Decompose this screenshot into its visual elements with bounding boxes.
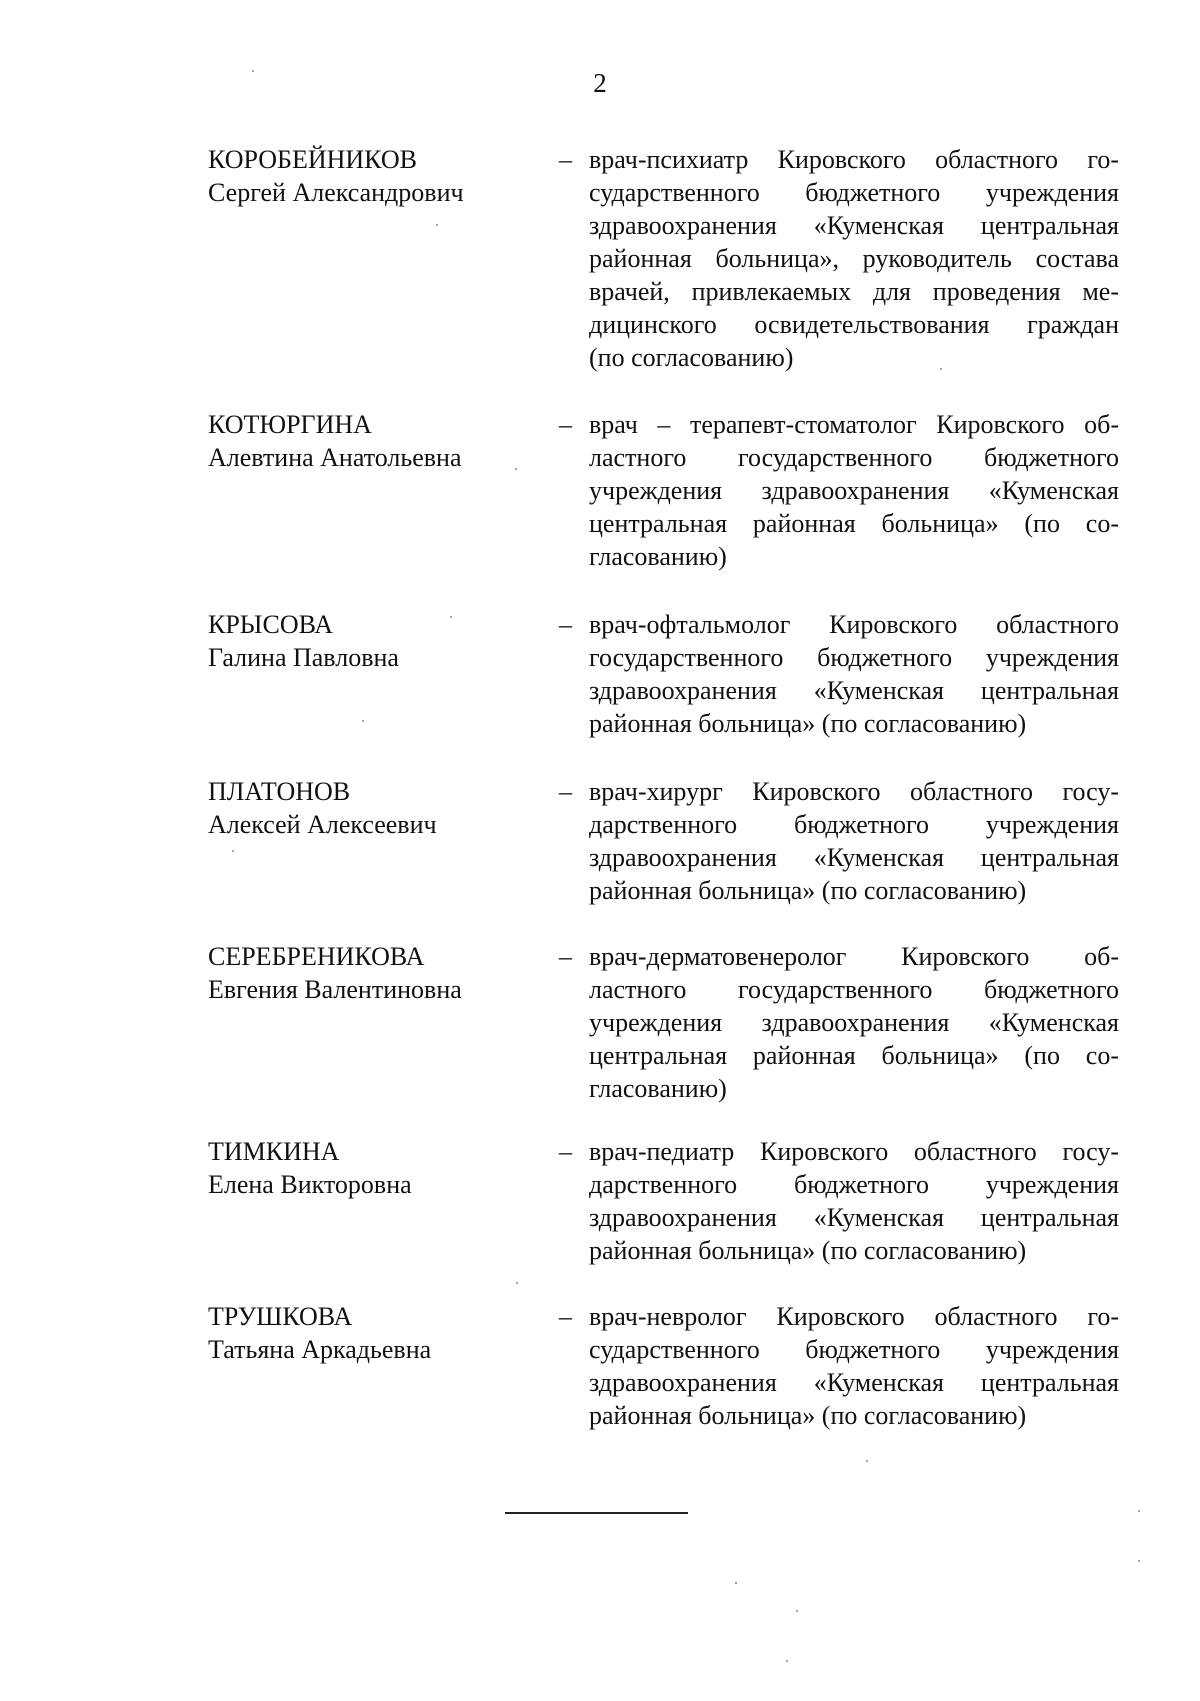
description-line: врачей, привлекаемых для проведения ме- bbox=[589, 277, 1119, 306]
list-dash: – bbox=[559, 610, 572, 639]
description-line: врач-педиатр Кировского областного госу- bbox=[589, 1137, 1119, 1166]
member-position-description bbox=[589, 1300, 1119, 1432]
list-dash: – bbox=[559, 1137, 572, 1166]
scan-speck bbox=[866, 1460, 868, 1462]
scan-speck bbox=[436, 224, 438, 226]
scan-speck bbox=[940, 368, 942, 370]
member-name bbox=[208, 408, 538, 474]
member-given-names: Галина Павловна bbox=[208, 643, 399, 672]
member-position-description bbox=[589, 940, 1119, 1105]
member-surname: КРЫСОВА bbox=[208, 610, 334, 639]
description-line: сударственного бюджетного учреждения bbox=[589, 178, 1119, 207]
description-line: дарственного бюджетного учреждения bbox=[589, 1170, 1119, 1199]
description-line: дарственного бюджетного учреждения bbox=[589, 810, 1119, 839]
scan-speck bbox=[735, 1582, 737, 1584]
description-line: районная больница» (по согласованию) bbox=[589, 709, 1027, 738]
description-line: государственного бюджетного учреждения bbox=[589, 643, 1119, 672]
scan-speck bbox=[786, 1660, 788, 1662]
description-line: сударственного бюджетного учреждения bbox=[589, 1335, 1119, 1364]
member-name bbox=[208, 608, 538, 674]
description-line: здравоохранения «Куменская центральная bbox=[589, 1203, 1119, 1232]
description-line: врач-невролог Кировского областного го- bbox=[589, 1302, 1119, 1331]
member-name bbox=[208, 1300, 538, 1366]
member-name bbox=[208, 1135, 538, 1201]
description-line: центральная районная больница» (по со- bbox=[589, 509, 1119, 538]
description-line: районная больница» (по согласованию) bbox=[589, 1401, 1027, 1430]
description-line: врач-дерматовенеролог Кировского об- bbox=[589, 942, 1119, 971]
member-position-description bbox=[589, 1135, 1119, 1267]
description-line: ластного государственного бюджетного bbox=[589, 443, 1119, 472]
scan-speck bbox=[362, 720, 364, 722]
member-position-description bbox=[589, 608, 1119, 740]
member-position-description bbox=[589, 775, 1119, 907]
list-dash: – bbox=[559, 1302, 572, 1331]
list-dash: – bbox=[559, 410, 572, 439]
member-given-names: Алевтина Анатольевна bbox=[208, 443, 462, 472]
description-line: врач-хирург Кировского областного госу- bbox=[589, 777, 1119, 806]
member-surname: ТРУШКОВА bbox=[208, 1302, 353, 1331]
description-line: врач-психиатр Кировского областного го- bbox=[589, 145, 1119, 174]
member-name bbox=[208, 775, 538, 841]
member-surname: КОТЮРГИНА bbox=[208, 410, 372, 439]
member-surname: СЕРЕБРЕНИКОВА bbox=[208, 942, 425, 971]
member-given-names: Сергей Александрович bbox=[208, 178, 464, 207]
description-line: (по согласованию) bbox=[589, 343, 794, 372]
scan-speck bbox=[232, 850, 234, 852]
scan-speck bbox=[252, 70, 254, 72]
member-surname: КОРОБЕЙНИКОВ bbox=[208, 145, 417, 174]
description-line: здравоохранения «Куменская центральная bbox=[589, 676, 1119, 705]
member-surname: ПЛАТОНОВ bbox=[208, 777, 351, 806]
description-line: центральная районная больница» (по со- bbox=[589, 1041, 1119, 1070]
scan-speck bbox=[796, 1610, 798, 1612]
member-given-names: Татьяна Аркадьевна bbox=[208, 1335, 432, 1364]
description-line: врач-офтальмолог Кировского областного bbox=[589, 610, 1119, 639]
scan-speck bbox=[1138, 1560, 1140, 1562]
description-line: здравоохранения «Куменская центральная bbox=[589, 1368, 1119, 1397]
description-line: районная больница», руководитель состава bbox=[589, 244, 1119, 273]
member-surname: ТИМКИНА bbox=[208, 1137, 340, 1166]
description-line: врач – терапевт-стоматолог Кировского об- bbox=[589, 410, 1119, 439]
member-name bbox=[208, 143, 538, 209]
scan-speck bbox=[515, 468, 517, 470]
description-line: дицинского освидетельствования граждан bbox=[589, 310, 1119, 339]
member-position-description bbox=[589, 408, 1119, 573]
page-number: 2 bbox=[593, 68, 607, 98]
end-separator-line bbox=[505, 1512, 688, 1514]
list-dash: – bbox=[559, 777, 572, 806]
member-name bbox=[208, 940, 538, 1006]
description-line: здравоохранения «Куменская центральная bbox=[589, 843, 1119, 872]
member-position-description bbox=[589, 143, 1119, 374]
scan-speck bbox=[1138, 1510, 1140, 1512]
description-line: районная больница» (по согласованию) bbox=[589, 1236, 1027, 1265]
description-line: районная больница» (по согласованию) bbox=[589, 876, 1027, 905]
member-given-names: Елена Викторовна bbox=[208, 1170, 412, 1199]
description-line: ластного государственного бюджетного bbox=[589, 975, 1119, 1004]
scan-speck bbox=[516, 1282, 518, 1284]
member-given-names: Алексей Алексеевич bbox=[208, 810, 437, 839]
description-line: здравоохранения «Куменская центральная bbox=[589, 211, 1119, 240]
description-line: гласованию) bbox=[589, 542, 727, 571]
description-line: учреждения здравоохранения «Куменская bbox=[589, 1008, 1119, 1037]
scan-speck bbox=[450, 616, 452, 618]
description-line: учреждения здравоохранения «Куменская bbox=[589, 476, 1119, 505]
description-line: гласованию) bbox=[589, 1074, 727, 1103]
list-dash: – bbox=[559, 942, 572, 971]
list-dash: – bbox=[559, 145, 572, 174]
member-given-names: Евгения Валентиновна bbox=[208, 975, 462, 1004]
